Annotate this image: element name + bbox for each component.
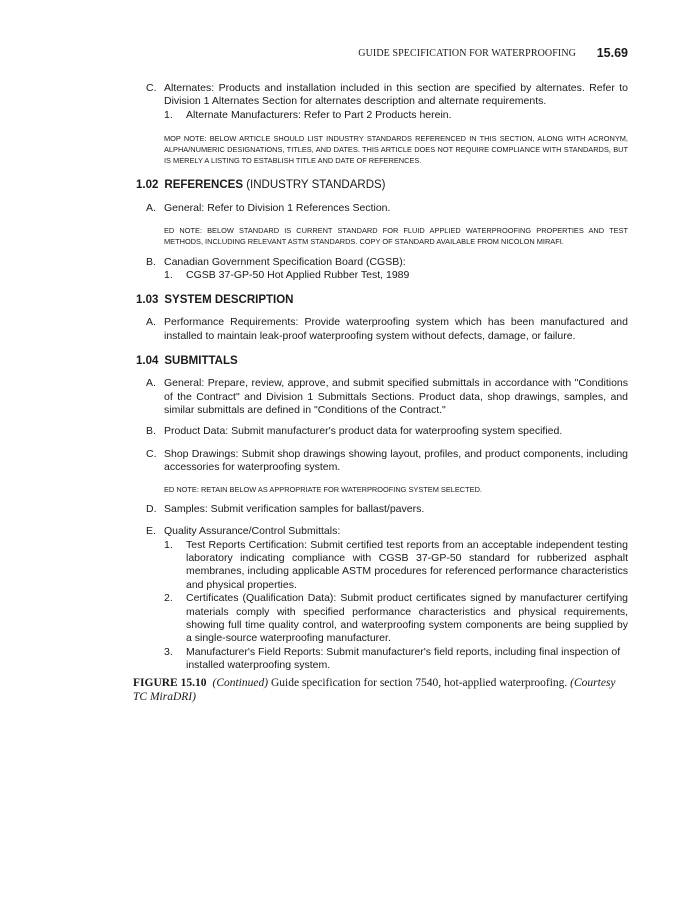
section-heading-references — [136, 178, 628, 192]
ed-note-standards: ED NOTE: BELOW STANDARD IS CURRENT STANDARD FOR FLUID APPLIED WATERPROOFING PROPERTIES AND TEST METHODS, INCLUDING RELEVANT ASTM STANDARDS. COPY OF STANDARD AVAILABLE FROM NICOLON MIRAFI. — [164, 225, 628, 246]
item-b-cgsb — [136, 256, 628, 269]
sub-item-cgsb-test — [164, 269, 628, 282]
page-number: 15.69 — [596, 46, 628, 60]
sub-item-text: CGSB 37-GP-50 Hot Applied Rubber Test, 1989 — [186, 269, 410, 282]
item-d-samples — [136, 503, 628, 516]
item-label: C. — [146, 82, 157, 94]
item-c-shop-drawings — [136, 448, 628, 475]
sub-item-number: 1. — [164, 269, 173, 282]
sub-item-alternate-manufacturers — [164, 109, 628, 122]
item-label: C. — [146, 447, 157, 460]
item-label: A. — [146, 377, 156, 390]
sub-item-number: 2. — [164, 592, 173, 605]
sub-item-text: Alternate Manufacturers: Refer to Part 2 Products herein. — [186, 108, 452, 121]
running-head — [340, 46, 628, 62]
sub-item-text: Test Reports Certification: Submit certified test reports from an acceptable independent testing laboratory indicating compliance with CGSB 37-GP-50 standard for rubberized asphalt membranes, including applicable ASTM procedures for referenced performance characteristics and physical properties. — [186, 538, 628, 591]
sub-item-certificates — [164, 592, 628, 646]
section-title: REFERENCES — [164, 179, 243, 192]
item-label: E. — [146, 525, 156, 538]
item-c-alternates — [136, 82, 628, 109]
running-head-title: GUIDE SPECIFICATION FOR WATERPROOFING — [358, 48, 576, 59]
sub-item-test-reports — [164, 539, 628, 593]
section-heading-submittals — [136, 354, 628, 368]
sub-item-text: Certificates (Qualification Data): Submit product certificates signed by manufacturer certifying materials comply with specified performance characteristics and physical requirements, showing full time quality control, and waterproofing system components are being supplied by a single-source waterproofing manufacturer. — [186, 592, 628, 645]
item-a-performance — [136, 316, 628, 343]
section-number: 1.03 — [136, 294, 159, 307]
section-title: SUBMITTALS — [164, 355, 238, 368]
item-text: Samples: Submit verification samples for ballast/pavers. — [164, 502, 425, 515]
item-text: Performance Requirements: Provide waterproofing system which has been manufactured and installed to maintain leak-proof waterproofing system without defects, damage, or failure. — [164, 316, 628, 342]
section-title: SYSTEM DESCRIPTION — [164, 294, 294, 307]
item-e-quality-assurance — [136, 525, 628, 538]
item-text: Canadian Government Specification Board (CGSB): — [164, 255, 406, 268]
item-text: Shop Drawings: Submit shop drawings showing layout, profiles, and product components, including accessories for waterproofing system. — [164, 447, 628, 474]
item-label: D. — [146, 502, 157, 515]
figure-caption — [133, 676, 628, 704]
caption-continued: (Continued) — [212, 677, 269, 689]
section-heading-system-description — [136, 293, 628, 307]
item-label: A. — [146, 202, 156, 215]
item-a-general — [136, 202, 628, 215]
item-label: A. — [146, 316, 156, 329]
item-text: Alternates: Products and installation included in this section are specified by alternates. Refer to Division 1 Alternates Section for alternates description and alternate requirements. — [164, 82, 628, 108]
sub-item-field-reports — [164, 646, 628, 673]
sub-item-number: 1. — [164, 538, 173, 551]
section-number: 1.02 — [136, 179, 159, 192]
item-text: General: Prepare, review, approve, and submit specified submittals in accordance with "Conditions of the Contract" and Division 1 Submittals Sections. Product data, shop drawings, samples, and similar submittals are defined in "Conditions of the Contract." — [164, 377, 628, 417]
figure-label: FIGURE 15.10 — [133, 677, 207, 689]
spec-body — [136, 82, 628, 673]
item-b-product-data — [136, 425, 628, 438]
item-text: General: Refer to Division 1 References Section. — [164, 202, 391, 215]
sub-item-number: 1. — [164, 108, 173, 121]
mop-note: MOP NOTE: BELOW ARTICLE SHOULD LIST INDUSTRY STANDARDS REFERENCED IN THIS SECTION, ALONG WITH ACRONYM, ALPHA/NUMERIC DESIGNATIONS, TITLES, AND DATES. THIS ARTICLE DOES NOT REQUIRE COMPLIANCE WITH STANDARDS, BUT IS MERELY A LISTING TO ESTABLISH TITLE AND DATE OF REFERENCES. — [164, 134, 628, 166]
item-label: B. — [146, 255, 156, 268]
section-subtitle: (INDUSTRY STANDARDS) — [246, 179, 386, 192]
item-text: Quality Assurance/Control Submittals: — [164, 525, 341, 538]
section-number: 1.04 — [136, 355, 159, 368]
item-label: B. — [146, 425, 156, 438]
item-a-general-submittals — [136, 377, 628, 417]
caption-text: Guide specification for section 7540, hot-applied waterproofing. — [268, 677, 571, 689]
sub-item-number: 3. — [164, 645, 173, 658]
item-text: Product Data: Submit manufacturer's product data for waterproofing system specified. — [164, 425, 563, 438]
ed-note-retain: ED NOTE: RETAIN BELOW AS APPROPRIATE FOR WATERPROOFING SYSTEM SELECTED. — [164, 484, 482, 494]
caption-courtesy: (Courtesy TC MiraDRI) — [133, 677, 616, 703]
sub-item-text: Manufacturer's Field Reports: Submit manufacturer's field reports, including final inspection of installed waterproofing system. — [186, 645, 621, 672]
